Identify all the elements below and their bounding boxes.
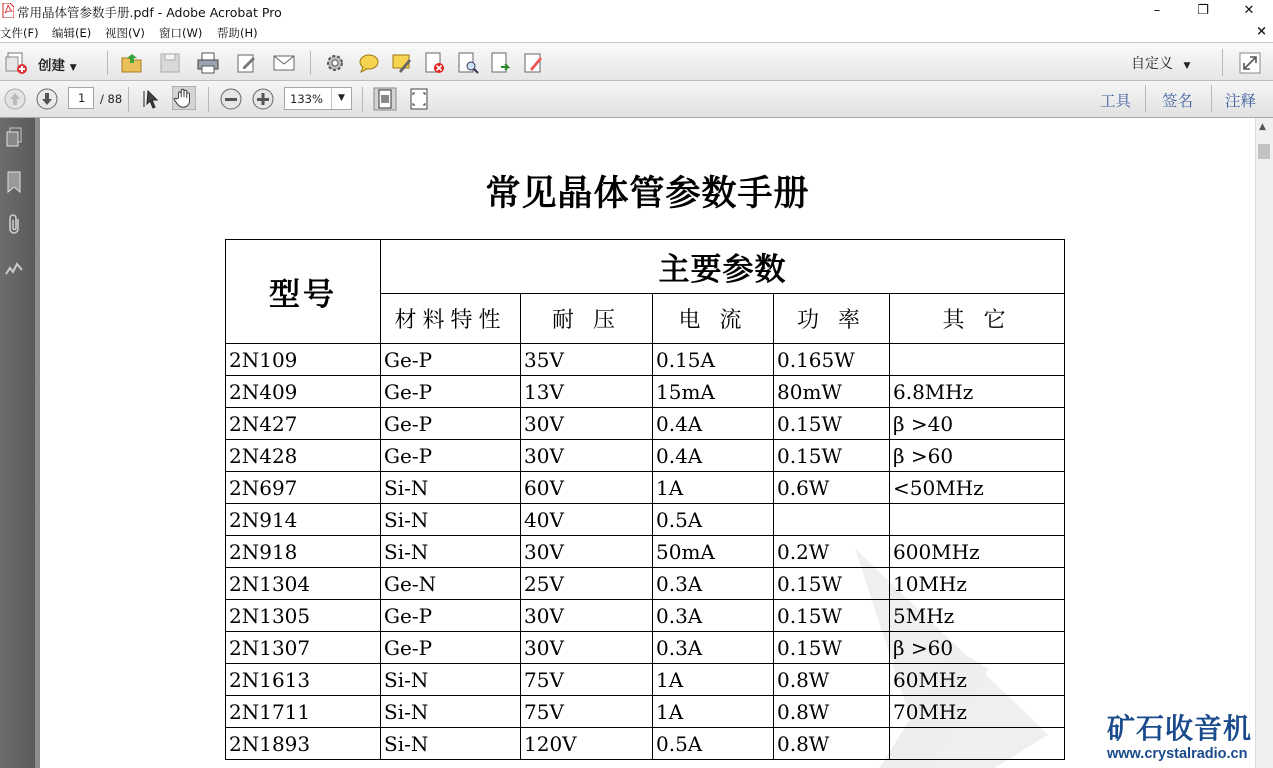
delete-page-icon[interactable] bbox=[423, 51, 447, 75]
cell-model: 2N109 bbox=[226, 344, 381, 376]
sign-pane-link[interactable]: 签名 bbox=[1162, 92, 1194, 110]
toolbar-divider bbox=[107, 51, 108, 75]
cell-current: 0.5A bbox=[653, 728, 774, 760]
cell-model: 2N1893 bbox=[226, 728, 381, 760]
cell-voltage: 30V bbox=[521, 408, 653, 440]
sign-icon[interactable] bbox=[522, 51, 546, 75]
window-title: 常用晶体管参数手册.pdf - Adobe Acrobat Pro bbox=[17, 5, 282, 20]
cell-other bbox=[890, 504, 1065, 536]
transistor-parameter-table bbox=[225, 239, 1065, 760]
save-icon[interactable] bbox=[158, 51, 182, 75]
cell-other bbox=[890, 344, 1065, 376]
menu-bar bbox=[0, 22, 1273, 42]
close-button[interactable]: ✕ bbox=[1243, 3, 1255, 18]
cell-power: 0.2W bbox=[774, 536, 890, 568]
chevron-down-icon: ▼ bbox=[69, 63, 77, 73]
cell-power: 0.15W bbox=[774, 632, 890, 664]
toolbar-divider bbox=[362, 87, 363, 112]
cell-other: β >40 bbox=[890, 408, 1065, 440]
page-number-input[interactable]: 1 bbox=[68, 87, 94, 109]
table-row bbox=[226, 344, 1065, 376]
cell-voltage: 13V bbox=[521, 376, 653, 408]
cell-other: 6.8MHz bbox=[890, 376, 1065, 408]
previous-page-icon[interactable] bbox=[3, 87, 27, 111]
cell-power: 0.15W bbox=[774, 408, 890, 440]
table-row bbox=[226, 728, 1065, 760]
cell-current: 0.5A bbox=[653, 504, 774, 536]
menu-help[interactable]: 帮助(H) bbox=[217, 26, 258, 40]
cell-power: 0.15W bbox=[774, 600, 890, 632]
cell-other: 60MHz bbox=[890, 664, 1065, 696]
cell-current: 1A bbox=[653, 664, 774, 696]
zoom-out-icon[interactable] bbox=[219, 87, 243, 111]
cell-current: 0.15A bbox=[653, 344, 774, 376]
table-row bbox=[226, 504, 1065, 536]
scroll-up-icon[interactable]: ▲ bbox=[1259, 122, 1266, 132]
header-material: 材料特性 bbox=[381, 294, 521, 344]
next-page-icon[interactable] bbox=[35, 87, 59, 111]
create-pdf-icon[interactable] bbox=[5, 51, 29, 75]
cell-power: 0.6W bbox=[774, 472, 890, 504]
customize-dropdown[interactable] bbox=[1131, 53, 1190, 73]
cell-power: 80mW bbox=[774, 376, 890, 408]
cell-power: 0.15W bbox=[774, 568, 890, 600]
cell-power: 0.8W bbox=[774, 664, 890, 696]
logo-name: 矿石收音机 bbox=[1107, 712, 1253, 745]
comment-pane-link[interactable]: 注释 bbox=[1225, 92, 1257, 110]
close-document-button[interactable]: × bbox=[1256, 24, 1267, 39]
header-voltage: 耐 压 bbox=[521, 294, 653, 344]
cell-voltage: 120V bbox=[521, 728, 653, 760]
cell-power: 0.15W bbox=[774, 440, 890, 472]
cell-voltage: 60V bbox=[521, 472, 653, 504]
cell-material: Si-N bbox=[381, 696, 521, 728]
table-row bbox=[226, 376, 1065, 408]
header-power: 功 率 bbox=[774, 294, 890, 344]
cell-model: 2N428 bbox=[226, 440, 381, 472]
cell-voltage: 75V bbox=[521, 664, 653, 696]
title-bar bbox=[0, 0, 1273, 22]
toolbar-divider bbox=[1211, 85, 1212, 112]
toolbar-divider bbox=[310, 51, 311, 75]
cell-model: 2N1613 bbox=[226, 664, 381, 696]
cell-current: 50mA bbox=[653, 536, 774, 568]
table-row bbox=[226, 600, 1065, 632]
table-header-row bbox=[226, 240, 1065, 294]
cell-model: 2N1307 bbox=[226, 632, 381, 664]
zoom-value: 133% bbox=[290, 92, 323, 106]
cell-voltage: 30V bbox=[521, 600, 653, 632]
cell-model: 2N697 bbox=[226, 472, 381, 504]
cell-other: 70MHz bbox=[890, 696, 1065, 728]
table-row bbox=[226, 664, 1065, 696]
table-row bbox=[226, 440, 1065, 472]
cell-model: 2N427 bbox=[226, 408, 381, 440]
full-screen-icon[interactable] bbox=[407, 87, 431, 111]
document-title: 常见晶体管参数手册 bbox=[485, 174, 810, 214]
print-icon[interactable] bbox=[196, 51, 220, 75]
cell-other: β >60 bbox=[890, 440, 1065, 472]
cell-material: Ge-P bbox=[381, 440, 521, 472]
attachments-icon[interactable] bbox=[4, 213, 24, 237]
cell-voltage: 30V bbox=[521, 632, 653, 664]
toolbar-divider bbox=[1145, 85, 1146, 112]
menu-file[interactable]: 文件(F) bbox=[0, 26, 39, 40]
cell-voltage: 40V bbox=[521, 504, 653, 536]
email-icon[interactable] bbox=[272, 51, 296, 75]
cell-model: 2N914 bbox=[226, 504, 381, 536]
comment-icon[interactable] bbox=[357, 51, 381, 75]
cell-model: 2N1304 bbox=[226, 568, 381, 600]
pdf-page[interactable] bbox=[40, 118, 1255, 768]
cell-material: Si-N bbox=[381, 504, 521, 536]
hand-tool-icon[interactable] bbox=[172, 86, 196, 110]
cell-other: β >60 bbox=[890, 632, 1065, 664]
table-row bbox=[226, 632, 1065, 664]
page-total: / 88 bbox=[100, 92, 123, 106]
create-button[interactable] bbox=[38, 54, 77, 74]
cell-power bbox=[774, 504, 890, 536]
table-row bbox=[226, 536, 1065, 568]
cell-material: Ge-N bbox=[381, 568, 521, 600]
bookmarks-icon[interactable] bbox=[4, 170, 24, 194]
vertical-scrollbar[interactable] bbox=[1255, 118, 1273, 768]
header-current: 电 流 bbox=[653, 294, 774, 344]
cell-current: 0.4A bbox=[653, 408, 774, 440]
menu-view[interactable]: 视图(V) bbox=[105, 26, 145, 40]
cell-current: 0.4A bbox=[653, 440, 774, 472]
cell-other: <50MHz bbox=[890, 472, 1065, 504]
cell-model: 2N409 bbox=[226, 376, 381, 408]
fit-page-icon[interactable] bbox=[373, 87, 397, 111]
cell-material: Si-N bbox=[381, 472, 521, 504]
page-thumbnails-icon[interactable] bbox=[4, 126, 24, 150]
cell-material: Ge-P bbox=[381, 408, 521, 440]
cell-model: 2N1711 bbox=[226, 696, 381, 728]
customize-label: 自定义 bbox=[1131, 56, 1173, 72]
select-tool-icon[interactable] bbox=[140, 87, 164, 111]
zoom-in-icon[interactable] bbox=[251, 87, 275, 111]
cell-material: Ge-P bbox=[381, 376, 521, 408]
cell-current: 1A bbox=[653, 696, 774, 728]
chevron-down-icon: ▼ bbox=[1183, 61, 1191, 71]
scroll-thumb[interactable] bbox=[1258, 144, 1270, 159]
cell-voltage: 35V bbox=[521, 344, 653, 376]
cell-current: 0.3A bbox=[653, 632, 774, 664]
cell-material: Si-N bbox=[381, 536, 521, 568]
expand-icon[interactable] bbox=[1238, 51, 1262, 75]
zoom-level-select[interactable] bbox=[284, 87, 352, 110]
toolbar-divider bbox=[208, 87, 209, 112]
cell-other: 600MHz bbox=[890, 536, 1065, 568]
restore-button[interactable]: ❐ bbox=[1197, 3, 1209, 18]
cell-voltage: 25V bbox=[521, 568, 653, 600]
logo-url: www.crystalradio.cn bbox=[1107, 746, 1248, 762]
cell-material: Ge-P bbox=[381, 632, 521, 664]
open-folder-icon[interactable] bbox=[120, 51, 144, 75]
cell-model: 2N1305 bbox=[226, 600, 381, 632]
navigation-toolbar bbox=[0, 81, 1273, 118]
cell-power: 0.165W bbox=[774, 344, 890, 376]
table-row bbox=[226, 472, 1065, 504]
header-model: 型号 bbox=[226, 240, 381, 344]
header-other: 其 它 bbox=[890, 294, 1065, 344]
table-row bbox=[226, 568, 1065, 600]
export-icon[interactable] bbox=[489, 51, 513, 75]
minimize-button[interactable]: – bbox=[1153, 3, 1161, 18]
cell-current: 0.3A bbox=[653, 600, 774, 632]
site-logo bbox=[1105, 705, 1270, 768]
settings-icon[interactable] bbox=[323, 51, 347, 75]
toolbar-divider bbox=[128, 87, 129, 112]
pdf-file-icon bbox=[2, 3, 14, 18]
tools-pane-link[interactable]: 工具 bbox=[1100, 92, 1132, 110]
menu-window[interactable]: 窗口(W) bbox=[159, 26, 203, 40]
cell-material: Si-N bbox=[381, 664, 521, 696]
create-label: 创建 bbox=[38, 58, 65, 74]
header-main-params: 主要参数 bbox=[381, 240, 1065, 294]
cell-other: 5MHz bbox=[890, 600, 1065, 632]
cell-material: Ge-P bbox=[381, 344, 521, 376]
cell-voltage: 75V bbox=[521, 696, 653, 728]
cell-current: 15mA bbox=[653, 376, 774, 408]
cell-material: Ge-P bbox=[381, 600, 521, 632]
menu-edit[interactable]: 编辑(E) bbox=[52, 26, 92, 40]
cell-other bbox=[890, 728, 1065, 760]
toolbar-divider bbox=[1222, 49, 1223, 76]
table-row bbox=[226, 408, 1065, 440]
main-toolbar bbox=[0, 42, 1273, 81]
search-doc-icon[interactable] bbox=[456, 51, 480, 75]
cell-model: 2N918 bbox=[226, 536, 381, 568]
cell-power: 0.8W bbox=[774, 728, 890, 760]
edit-icon[interactable] bbox=[235, 51, 259, 75]
table-row bbox=[226, 696, 1065, 728]
cell-material: Si-N bbox=[381, 728, 521, 760]
highlight-icon[interactable] bbox=[390, 51, 414, 75]
cell-voltage: 30V bbox=[521, 440, 653, 472]
chevron-down-icon[interactable]: ▼ bbox=[331, 88, 351, 109]
cell-voltage: 30V bbox=[521, 536, 653, 568]
navigation-pane bbox=[0, 118, 35, 768]
cell-current: 0.3A bbox=[653, 568, 774, 600]
cell-other: 10MHz bbox=[890, 568, 1065, 600]
cell-power: 0.8W bbox=[774, 696, 890, 728]
cell-current: 1A bbox=[653, 472, 774, 504]
signatures-icon[interactable] bbox=[4, 256, 24, 280]
